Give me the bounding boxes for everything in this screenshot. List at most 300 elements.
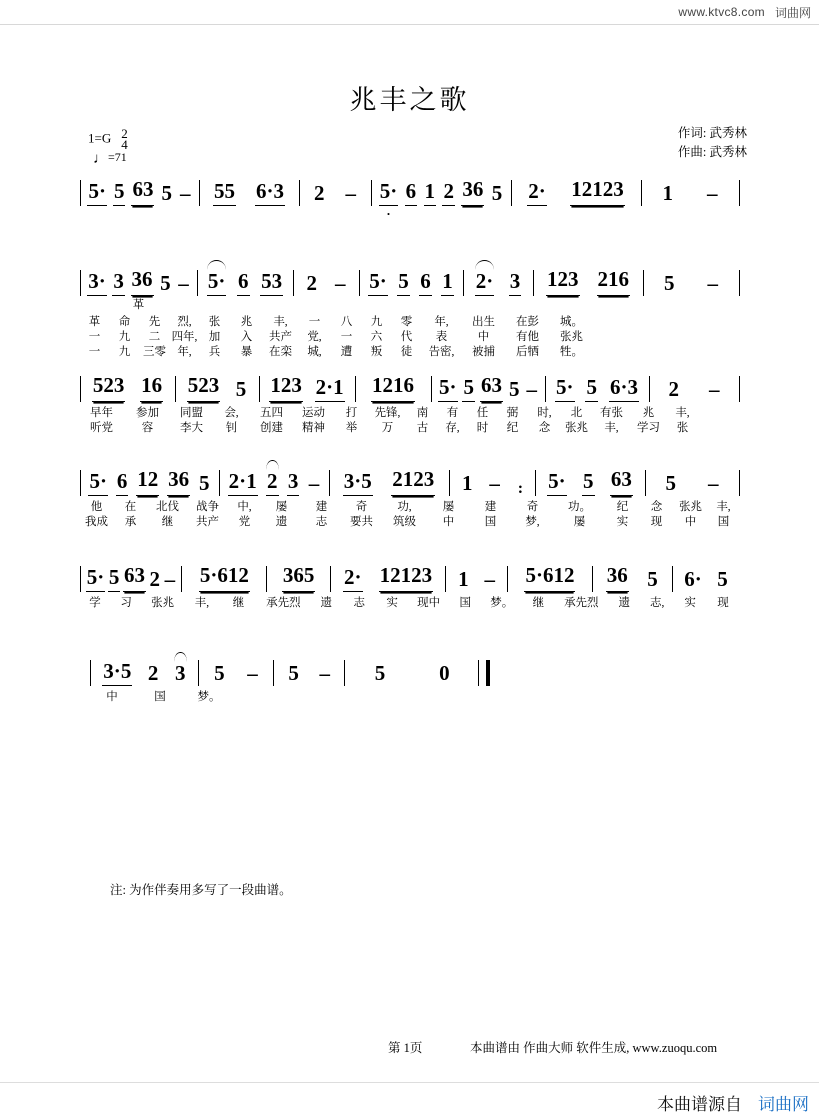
lyric-word: 六 <box>370 330 383 343</box>
note-row <box>90 660 490 686</box>
footnote-text: 注: 为作伴奏用多写了一段曲谱。 <box>110 883 292 897</box>
note: – <box>489 471 500 495</box>
note: – <box>708 471 719 495</box>
lyric-word: 徒 <box>400 345 413 358</box>
note: 123 <box>546 267 580 296</box>
measure <box>372 177 512 218</box>
lyric-line-2 <box>80 419 740 434</box>
note: 3·5 <box>102 659 132 686</box>
measure <box>80 467 220 496</box>
lyric-word: 张兆 <box>679 500 702 513</box>
note: 5 <box>108 565 121 592</box>
page-title: 兆丰之歌 <box>349 85 470 115</box>
measure <box>176 373 260 402</box>
lyric-word: 参加 <box>136 406 159 419</box>
music-system-4 <box>0 466 819 528</box>
lyric-word: 党, <box>307 330 322 343</box>
lyric-word: 承 <box>124 515 137 528</box>
lyric-word: 在彭 <box>516 315 539 328</box>
measure <box>267 563 331 592</box>
note: 5 <box>491 181 503 205</box>
note: 1 <box>662 181 673 205</box>
lyric-word: 五四 <box>260 406 283 419</box>
lyrics-grid <box>80 313 740 358</box>
tempo-marking <box>93 150 127 168</box>
lyric-word: 任 <box>476 406 489 419</box>
note: 5· . <box>379 179 398 218</box>
lyric-word: 先 <box>148 315 161 328</box>
note: 6·3 <box>255 179 285 206</box>
note-row <box>80 373 740 402</box>
note: 36 <box>167 467 190 496</box>
measure <box>415 660 474 686</box>
measure <box>536 467 646 496</box>
lyric-word: 年, <box>177 345 192 358</box>
time-signature <box>121 128 128 150</box>
measure <box>80 373 176 402</box>
lyric-word: 遭 <box>340 345 353 358</box>
note: 6 <box>237 269 250 296</box>
note: 216 <box>597 267 631 296</box>
lyric-word: 运动 <box>302 406 325 419</box>
header-divider <box>0 24 819 25</box>
tempo-value: =71 <box>108 150 127 164</box>
note: 63 <box>480 373 503 402</box>
note: 53 <box>260 269 283 296</box>
lyric-word: 中 <box>106 690 118 703</box>
note: 2 <box>149 567 161 591</box>
lyric-word: 梦。 <box>197 690 221 703</box>
note: 5 <box>161 181 172 205</box>
staff-row <box>80 466 740 496</box>
lyric-word: 志 <box>315 515 328 528</box>
lyric-word: 国 <box>484 515 497 528</box>
lyric-word: 继 <box>232 596 245 609</box>
note: – <box>308 471 320 495</box>
lyric-word: 兆 <box>642 406 655 419</box>
lyric-word: 弼 <box>506 406 519 419</box>
lyric-word: 功。 <box>568 500 591 513</box>
lyric-word: 志 <box>353 596 365 609</box>
lyric-word: 听党 <box>90 421 113 434</box>
note: 5·612 <box>524 563 575 592</box>
note: 1 <box>441 269 454 296</box>
lyric-word: 习 <box>120 596 132 609</box>
measure <box>546 376 650 402</box>
note: 0 <box>439 661 450 685</box>
lyric-line-1 <box>80 313 740 328</box>
note: 36 <box>606 563 629 592</box>
lyric-word: 出生 <box>472 315 495 328</box>
lyric-line-3 <box>80 343 740 358</box>
measure <box>642 180 740 206</box>
lyric-word: 表 <box>435 330 448 343</box>
lyric-word: 三零 <box>143 345 166 358</box>
lyric-word: 同盟 <box>180 406 203 419</box>
note: 5 <box>582 469 595 496</box>
note: 6· <box>684 567 702 591</box>
staff-row <box>90 656 490 686</box>
note: 2· <box>475 269 495 296</box>
lyric-word: 钊 <box>225 421 238 434</box>
lyric-word: 北 <box>570 406 583 419</box>
lyric-word: 城, <box>307 345 322 358</box>
lyric-word: 革 <box>88 315 101 328</box>
note: 12123 <box>379 563 434 592</box>
note: 6·3 <box>609 375 639 402</box>
lyric-word: 八 <box>340 315 353 328</box>
composer-text: 作曲: 武秀林 <box>677 145 747 159</box>
note: – <box>707 271 718 295</box>
measure <box>198 270 294 296</box>
lyric-word: 二 <box>148 330 161 343</box>
note: 3 <box>112 269 125 296</box>
lyric-word: 在栾 <box>269 345 292 358</box>
lyric-word: 万 <box>381 421 394 434</box>
note: 5 <box>160 271 171 295</box>
lyricist-text: 作词: 武秀林 <box>677 126 747 140</box>
note: 3·5 <box>343 469 373 496</box>
lyric-word: 一 <box>308 315 321 328</box>
lyric-word: 烈, <box>177 315 192 328</box>
lyric-line-1 <box>90 688 490 703</box>
note: – <box>247 661 258 685</box>
note: – <box>707 181 718 205</box>
note: 3 <box>509 269 522 296</box>
measure <box>199 660 274 686</box>
lyrics-grid <box>80 404 740 434</box>
measure <box>673 566 740 592</box>
music-system-3 <box>0 372 819 434</box>
note: – <box>178 271 189 295</box>
lyric-word: 九 <box>118 345 131 358</box>
lyrics-grid <box>80 594 740 609</box>
note: 3 <box>287 469 300 496</box>
lyric-word: 实 <box>616 515 629 528</box>
lyric-word: 要共 <box>350 515 373 528</box>
lyric-word: 存, <box>445 421 460 434</box>
key-signature-block <box>88 128 128 150</box>
measure <box>508 563 593 592</box>
lyric-word: 南 <box>416 406 429 419</box>
note: 5 <box>374 661 386 685</box>
lyric-word: 屡 <box>573 515 586 528</box>
repeat-dots-icon: : <box>517 480 524 497</box>
lyric-word: 承先烈 <box>564 596 599 609</box>
lyric-word: 现中 <box>417 596 441 609</box>
lyric-word: 暴 <box>240 345 253 358</box>
lyric-word: 战争 <box>196 500 219 513</box>
measure <box>345 660 414 686</box>
lyric-word: 丰, <box>273 315 288 328</box>
music-system-2 <box>0 266 819 358</box>
lyric-word: 国 <box>717 515 730 528</box>
lyric-word: 北伐 <box>156 500 179 513</box>
lyric-word: 会, <box>224 406 239 419</box>
note: 1216 <box>371 373 415 402</box>
lyric-word: 兵 <box>208 345 221 358</box>
lyric-word: 梦, <box>525 515 540 528</box>
key-text: 1=G <box>88 130 112 146</box>
note: 2 <box>266 469 279 496</box>
note: 5 <box>199 471 210 495</box>
note: 63 <box>131 177 154 206</box>
note: – <box>345 181 356 205</box>
note: 2·1 <box>315 375 345 402</box>
note: 5·612 <box>199 563 250 592</box>
lyric-word: 学 <box>89 596 101 609</box>
note: 6 <box>116 469 129 496</box>
note: 5· <box>555 375 575 402</box>
lyric-word: 零 <box>400 315 413 328</box>
lyric-word: 兆 <box>240 315 253 328</box>
note: 5 <box>664 271 675 295</box>
staff-row <box>80 562 740 592</box>
site-url-text: www.ktvc8.com <box>678 5 765 19</box>
note: 6 <box>419 269 432 296</box>
note: – <box>164 567 176 591</box>
note: 3 <box>174 661 187 686</box>
note: 5 <box>397 269 410 296</box>
lyric-word: 张兆 <box>560 330 583 343</box>
lyric-word: 九 <box>370 315 383 328</box>
lyric-word: 先锋, <box>374 406 401 419</box>
note-row <box>80 467 740 497</box>
time-signature-denominator: 4 <box>121 137 128 152</box>
note: 12123 <box>570 177 625 206</box>
music-system-1 <box>0 176 819 218</box>
lyric-word: 牲。 <box>560 345 583 358</box>
lyric-word: 梦。 <box>490 596 514 609</box>
lyric-word: 精神 <box>302 421 325 434</box>
note: – <box>319 661 331 685</box>
lyric-word: 城。 <box>560 315 583 328</box>
lyric-word: 容 <box>141 421 154 434</box>
measure <box>432 373 546 402</box>
measure <box>80 177 200 206</box>
measure <box>274 660 345 686</box>
note: 5· <box>86 565 106 592</box>
lyric-word: 告密, <box>428 345 455 358</box>
note: 523 <box>92 373 126 402</box>
note: 5 <box>113 179 126 206</box>
lyric-word: 中 <box>684 515 697 528</box>
site-name-text: 词曲网 <box>774 5 811 20</box>
note: 5 <box>288 661 299 685</box>
note: 2 <box>442 179 455 206</box>
lyric-word: 有 <box>446 406 459 419</box>
note: 5 <box>462 375 475 402</box>
lyric-word: 被捕 <box>472 345 495 358</box>
lyric-word: 遗 <box>618 596 631 609</box>
lyric-line-2 <box>80 513 740 528</box>
note: 523 <box>187 373 221 402</box>
music-system-5 <box>0 562 819 609</box>
lyric-word: 一 <box>88 330 101 343</box>
lyric-word: 叛 <box>370 345 383 358</box>
lyric-word: 继 <box>161 515 174 528</box>
note: 123 <box>269 373 303 402</box>
note: 5 <box>585 375 598 402</box>
note: 5· <box>547 469 567 496</box>
page-number: 第 1页 <box>388 1041 423 1055</box>
lyric-word: 入 <box>240 330 253 343</box>
measure <box>512 177 642 206</box>
lyric-word: 奇 <box>526 500 539 513</box>
lyric-word: 志, <box>650 596 665 609</box>
lyric-word: 实 <box>386 596 398 609</box>
lyric-word: 有他 <box>516 330 539 343</box>
lyric-word: 遗 <box>275 515 288 528</box>
note-row <box>80 267 740 296</box>
lyric-word: 纪 <box>616 500 629 513</box>
note: 3· <box>87 269 107 296</box>
lyric-line-2 <box>80 328 740 343</box>
note: – <box>526 377 537 401</box>
note: 5 <box>717 567 728 591</box>
note: 5 <box>235 377 247 401</box>
lyric-word: 张 <box>676 421 689 434</box>
measure <box>593 563 673 592</box>
note: 5 <box>214 661 225 685</box>
lyric-word: 奇 <box>355 500 368 513</box>
lyric-word: 早年 <box>90 406 113 419</box>
lyric-word: 中 <box>477 330 490 343</box>
lyric-word: 创建 <box>260 421 283 434</box>
lyric-word: 张 <box>208 315 221 328</box>
source-label: 本曲谱源自 <box>657 1095 742 1114</box>
lyric-word: 念 <box>538 421 551 434</box>
lyric-word: 在 <box>124 500 137 513</box>
lyric-word: 建 <box>484 500 497 513</box>
measure <box>360 270 464 296</box>
note: 5 <box>665 471 676 495</box>
lyrics-block <box>80 296 740 311</box>
lyric-word: 代 <box>400 330 413 343</box>
note: – <box>179 181 191 205</box>
note: 2· <box>343 565 363 592</box>
lyric-word: 共产 <box>196 515 219 528</box>
measure <box>650 376 740 402</box>
note: 1 <box>458 567 469 591</box>
measure <box>90 660 199 686</box>
note: 5· <box>88 469 108 496</box>
lyric-word: 学习 <box>637 421 660 434</box>
staff-row <box>80 176 740 218</box>
lyric-word: 纪 <box>506 421 519 434</box>
note: 1 <box>461 471 473 495</box>
measure <box>300 180 372 206</box>
lyrics-grid <box>80 498 740 528</box>
measure <box>80 563 183 592</box>
note: 5 <box>647 567 658 591</box>
lyric-word: 共产 <box>269 330 292 343</box>
lyric-word: 后牺 <box>516 345 539 358</box>
note: 63 <box>610 467 633 496</box>
lyric-word: 时, <box>537 406 552 419</box>
note: 16 <box>140 373 163 402</box>
measure <box>646 470 740 496</box>
measure <box>446 566 508 592</box>
lyric-word: 筑级 <box>393 515 416 528</box>
measure <box>330 467 450 496</box>
lyric-word: 我成 <box>85 515 108 528</box>
note-row <box>80 563 740 592</box>
time-signature-numerator: 2 <box>121 126 128 141</box>
lyrics-grid <box>90 688 490 703</box>
lyric-word: 时 <box>476 421 489 434</box>
lyric-word: 年, <box>434 315 449 328</box>
lyric-word: 张兆 <box>151 596 175 609</box>
note: 2·1 <box>228 469 258 496</box>
note: – <box>484 567 496 591</box>
lyric-word: 四年, <box>171 330 198 343</box>
lyric-word: 国 <box>459 596 471 609</box>
note: 2 <box>147 661 159 685</box>
measure <box>534 267 644 296</box>
measure <box>331 563 446 592</box>
lyric-word: 承先烈 <box>266 596 301 609</box>
lyric-word: 中 <box>442 515 455 528</box>
note: 2 <box>306 271 317 295</box>
note: 5 <box>508 377 520 401</box>
note: 63 <box>123 563 146 592</box>
lyric-line-1 <box>80 498 740 513</box>
note: 2 <box>668 377 679 401</box>
note: 36 <box>461 177 484 206</box>
bottom-watermark-bar <box>0 1082 819 1119</box>
lyric-word: 他 <box>90 500 103 513</box>
lyric-word: 现 <box>650 515 663 528</box>
generator-credit: 本曲谱由 作曲大师 软件生成, www.zuoqu.com <box>470 1041 718 1055</box>
measure <box>450 470 536 496</box>
note: 6 <box>405 179 418 206</box>
lyric-word: 实 <box>684 596 696 609</box>
measure <box>182 563 267 592</box>
final-barline <box>478 660 490 686</box>
lyric-word: 念 <box>650 500 663 513</box>
note: 1 <box>424 179 437 206</box>
lyric-word: 革 <box>132 298 145 311</box>
source-site-link[interactable]: 词曲网 <box>758 1095 809 1114</box>
note: 12 <box>136 467 159 496</box>
staff-row <box>80 266 740 296</box>
lyric-word: 党 <box>238 515 251 528</box>
lyric-word: 国 <box>154 690 166 703</box>
note: 365 <box>282 563 316 592</box>
lyric-word: 命 <box>118 315 131 328</box>
lyric-word: 继 <box>532 596 545 609</box>
lyric-word: 丰, <box>716 500 731 513</box>
lyric-word: 丰, <box>675 406 690 419</box>
note: 5· <box>368 269 388 296</box>
note: – <box>335 271 346 295</box>
top-watermark-inner <box>670 0 819 24</box>
lyric-word: 一 <box>340 330 353 343</box>
note: 2· <box>527 179 547 206</box>
note: 55 <box>213 179 236 206</box>
lyric-word: 丰, <box>194 596 210 609</box>
measure <box>220 470 330 496</box>
lyric-word: 九 <box>118 330 131 343</box>
measure <box>200 180 300 206</box>
lyric-word: 举 <box>345 421 358 434</box>
credits-block <box>678 124 747 162</box>
measure <box>464 270 534 296</box>
lyric-word: 加 <box>208 330 221 343</box>
lyric-word: 功, <box>397 500 412 513</box>
note-row <box>80 177 740 218</box>
